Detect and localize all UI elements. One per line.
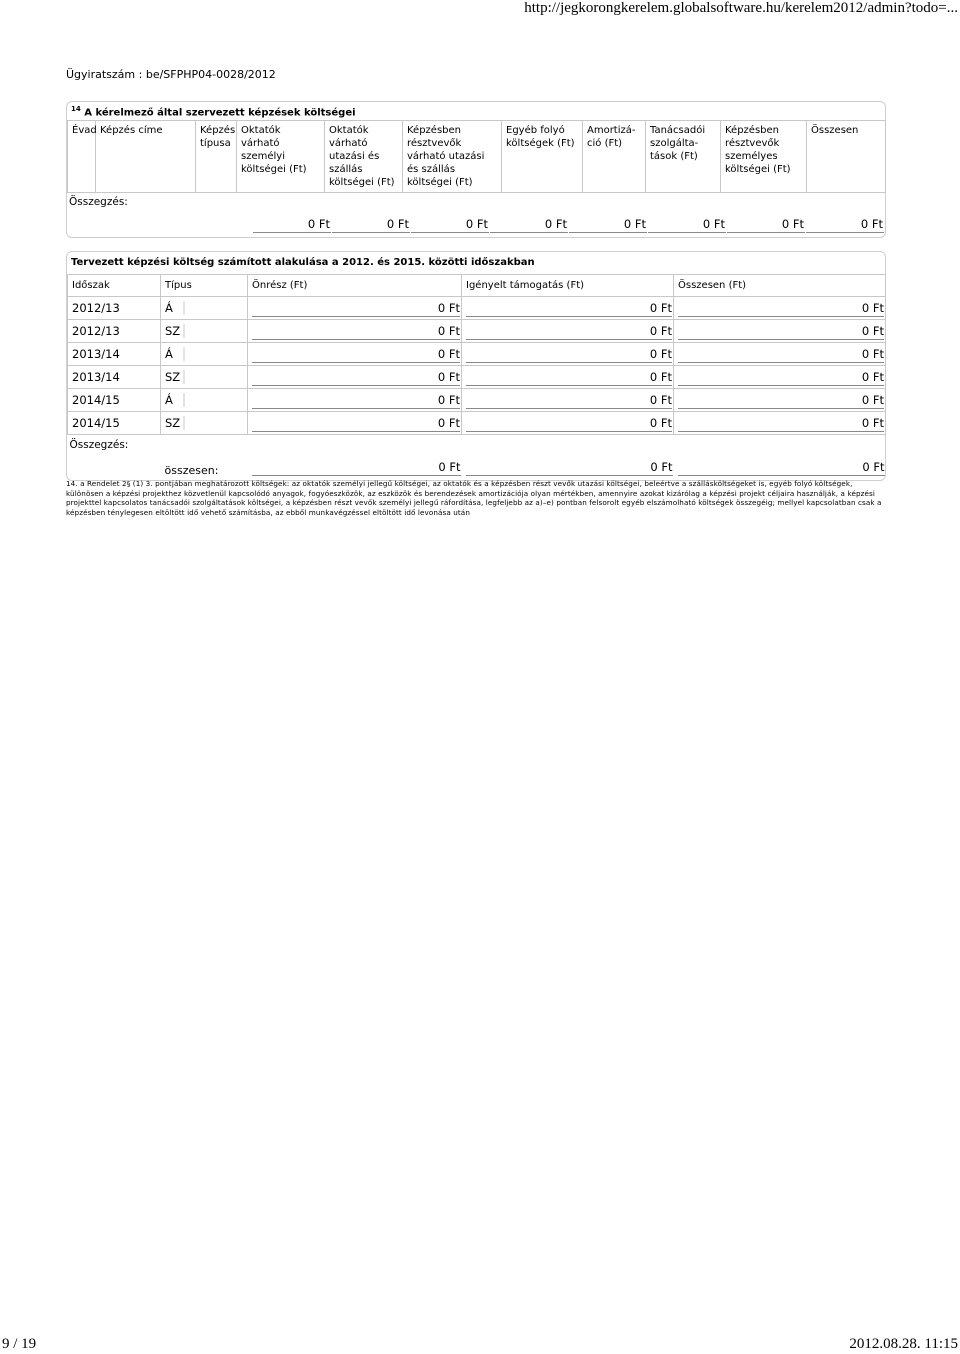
period-costs-panel bbox=[66, 251, 886, 481]
total-cell bbox=[674, 412, 886, 435]
col-header: Oktatók várható személyi költségei (Ft) bbox=[237, 121, 325, 193]
costs-summary-row bbox=[67, 215, 885, 237]
requested-cell bbox=[462, 366, 674, 389]
own-cell bbox=[248, 320, 462, 343]
own-cell bbox=[248, 343, 462, 366]
type-cell bbox=[161, 297, 248, 320]
total-value: 0 Ft bbox=[678, 300, 884, 317]
requested-value: 0 Ft bbox=[466, 346, 672, 363]
table-row bbox=[68, 297, 886, 320]
costs-summary-value: 0 Ft bbox=[253, 215, 331, 233]
col-header: Összesen bbox=[807, 121, 886, 193]
own-value: 0 Ft bbox=[252, 323, 460, 340]
requested-cell bbox=[462, 412, 674, 435]
period-cell: 2014/15 bbox=[68, 412, 161, 435]
own-cell bbox=[248, 412, 462, 435]
print-datetime: 2012.08.28. 11:15 bbox=[849, 1336, 958, 1352]
own-total-cell bbox=[248, 456, 462, 480]
col-header: Típus bbox=[161, 275, 248, 297]
own-value: 0 Ft bbox=[252, 392, 460, 409]
page-url: http://jegkorongkerelem.globalsoftware.hu/kerelem2012/admin?todo=... bbox=[524, 0, 958, 16]
total-label: összesen: bbox=[164, 463, 219, 477]
costs-summary-value: 0 Ft bbox=[411, 215, 489, 233]
col-header: Képzés típusa bbox=[196, 121, 237, 193]
total-cell bbox=[674, 366, 886, 389]
own-value: 0 Ft bbox=[252, 415, 460, 432]
footnote-ref: 14 bbox=[71, 105, 81, 113]
table-row bbox=[68, 389, 886, 412]
total-cell bbox=[674, 343, 886, 366]
type-cell bbox=[161, 389, 248, 412]
col-header: Képzésben résztvevők személyes költségei (Ft) bbox=[721, 121, 807, 193]
table-row bbox=[68, 412, 886, 435]
training-costs-panel bbox=[66, 101, 886, 238]
col-header: Oktatók várható utazási és szállás költségei (Ft) bbox=[325, 121, 403, 193]
col-header: Időszak bbox=[68, 275, 161, 297]
total-cell bbox=[674, 389, 886, 412]
total-cell bbox=[674, 297, 886, 320]
costs-summary-value: 0 Ft bbox=[806, 215, 884, 233]
training-costs-title-text: A kérelmező által szervezett képzések költségei bbox=[84, 107, 356, 119]
own-total-value: 0 Ft bbox=[252, 459, 461, 476]
col-header: Egyéb folyó költségek (Ft) bbox=[502, 121, 583, 193]
period-summary-label: Összegzés: bbox=[69, 439, 129, 452]
own-cell bbox=[248, 366, 462, 389]
period-cell: 2013/14 bbox=[68, 343, 161, 366]
requested-cell bbox=[462, 297, 674, 320]
requested-value: 0 Ft bbox=[466, 323, 672, 340]
total-cell bbox=[674, 320, 886, 343]
total-value: 0 Ft bbox=[678, 392, 884, 409]
type-cell bbox=[161, 343, 248, 366]
empty-cell bbox=[68, 456, 161, 480]
total-value: 0 Ft bbox=[678, 323, 884, 340]
type-cell bbox=[161, 412, 248, 435]
period-costs-table bbox=[67, 274, 886, 480]
own-value: 0 Ft bbox=[252, 346, 460, 363]
col-header: Képzésben résztvevők várható utazási és szállás költségei (Ft) bbox=[403, 121, 502, 193]
type-value: SZ bbox=[165, 370, 185, 384]
type-value: SZ bbox=[165, 416, 185, 430]
col-header: Igényelt támogatás (Ft) bbox=[462, 275, 674, 297]
own-cell bbox=[248, 389, 462, 412]
col-header: Képzés címe bbox=[96, 121, 196, 193]
requested-total-value: 0 Ft bbox=[466, 459, 673, 476]
requested-value: 0 Ft bbox=[466, 415, 672, 432]
type-cell bbox=[161, 366, 248, 389]
grand-total-cell bbox=[674, 456, 886, 480]
type-cell bbox=[161, 320, 248, 343]
requested-cell bbox=[462, 343, 674, 366]
period-costs-title: Tervezett képzési költség számított alakulása a 2012. és 2015. közötti időszakban bbox=[71, 257, 535, 268]
own-value: 0 Ft bbox=[252, 369, 460, 386]
period-cell: 2014/15 bbox=[68, 389, 161, 412]
table-row bbox=[68, 343, 886, 366]
own-value: 0 Ft bbox=[252, 300, 460, 317]
period-total-row bbox=[68, 456, 886, 480]
costs-summary-value: 0 Ft bbox=[332, 215, 410, 233]
costs-summary-value: 0 Ft bbox=[648, 215, 726, 233]
requested-total-cell bbox=[462, 456, 674, 480]
requested-value: 0 Ft bbox=[466, 300, 672, 317]
costs-summary-value: 0 Ft bbox=[569, 215, 647, 233]
type-value: Á bbox=[165, 393, 185, 407]
page-number: 9 / 19 bbox=[2, 1336, 37, 1352]
col-header: Önrész (Ft) bbox=[248, 275, 462, 297]
total-value: 0 Ft bbox=[678, 346, 884, 363]
training-costs-header-row bbox=[68, 121, 886, 193]
costs-summary-label: Összegzés: bbox=[69, 196, 128, 208]
period-header-row bbox=[68, 275, 886, 297]
table-row bbox=[68, 320, 886, 343]
requested-value: 0 Ft bbox=[466, 369, 672, 386]
period-summary-label-row bbox=[68, 435, 886, 456]
training-costs-table bbox=[67, 120, 886, 193]
grand-total-value: 0 Ft bbox=[678, 459, 885, 476]
requested-value: 0 Ft bbox=[466, 392, 672, 409]
requested-cell bbox=[462, 389, 674, 412]
total-value: 0 Ft bbox=[678, 369, 884, 386]
costs-summary-value: 0 Ft bbox=[727, 215, 805, 233]
period-cell: 2013/14 bbox=[68, 366, 161, 389]
costs-summary-value: 0 Ft bbox=[490, 215, 568, 233]
period-cell: 2012/13 bbox=[68, 320, 161, 343]
period-cell: 2012/13 bbox=[68, 297, 161, 320]
table-row bbox=[68, 366, 886, 389]
type-value: Á bbox=[165, 347, 185, 361]
requested-cell bbox=[462, 320, 674, 343]
type-value: SZ bbox=[165, 324, 185, 338]
type-value: Á bbox=[165, 301, 185, 315]
col-header: Amortizá-ció (Ft) bbox=[583, 121, 646, 193]
col-header: Összesen (Ft) bbox=[674, 275, 886, 297]
training-costs-title bbox=[67, 102, 885, 120]
footnote-text: 14. a Rendelet 2§ (1) 3. pontjában meghatározott költségek: az oktatók személyi jellegű költségei, az oktatók és a képzésben részt vevők utazási költségei, beleértve a szállásköltségeket is, egyéb folyó költségek, különösen a képzési projekthez közvetlenül kapcsolódó anyagok, fogyóeszközök, az eszközök és berendezések amortizációja olyan mértékben, amennyire azokat kizárólag a képzési projekt céljaira használják, a képzési projekttel kapcsolatos tanácsadói szolgáltatások költségei, a képzésben részt vevők személyi jellegű ráfordítása, legfeljebb az a)–e) pontban felsorolt egyéb elszámolható költségek összegéig; mellyel kapcsolatban csak a képzésben ténylegesen eltöltött idő vehető számításba, az ebből munkavégzéssel eltöltött idő levonása után bbox=[66, 479, 882, 517]
col-header: Évad bbox=[68, 121, 96, 193]
own-cell bbox=[248, 297, 462, 320]
document-number: Ügyiratszám : be/SFPHP04-0028/2012 bbox=[66, 68, 276, 81]
total-value: 0 Ft bbox=[678, 415, 884, 432]
col-header: Tanácsadói szolgálta-tások (Ft) bbox=[646, 121, 721, 193]
